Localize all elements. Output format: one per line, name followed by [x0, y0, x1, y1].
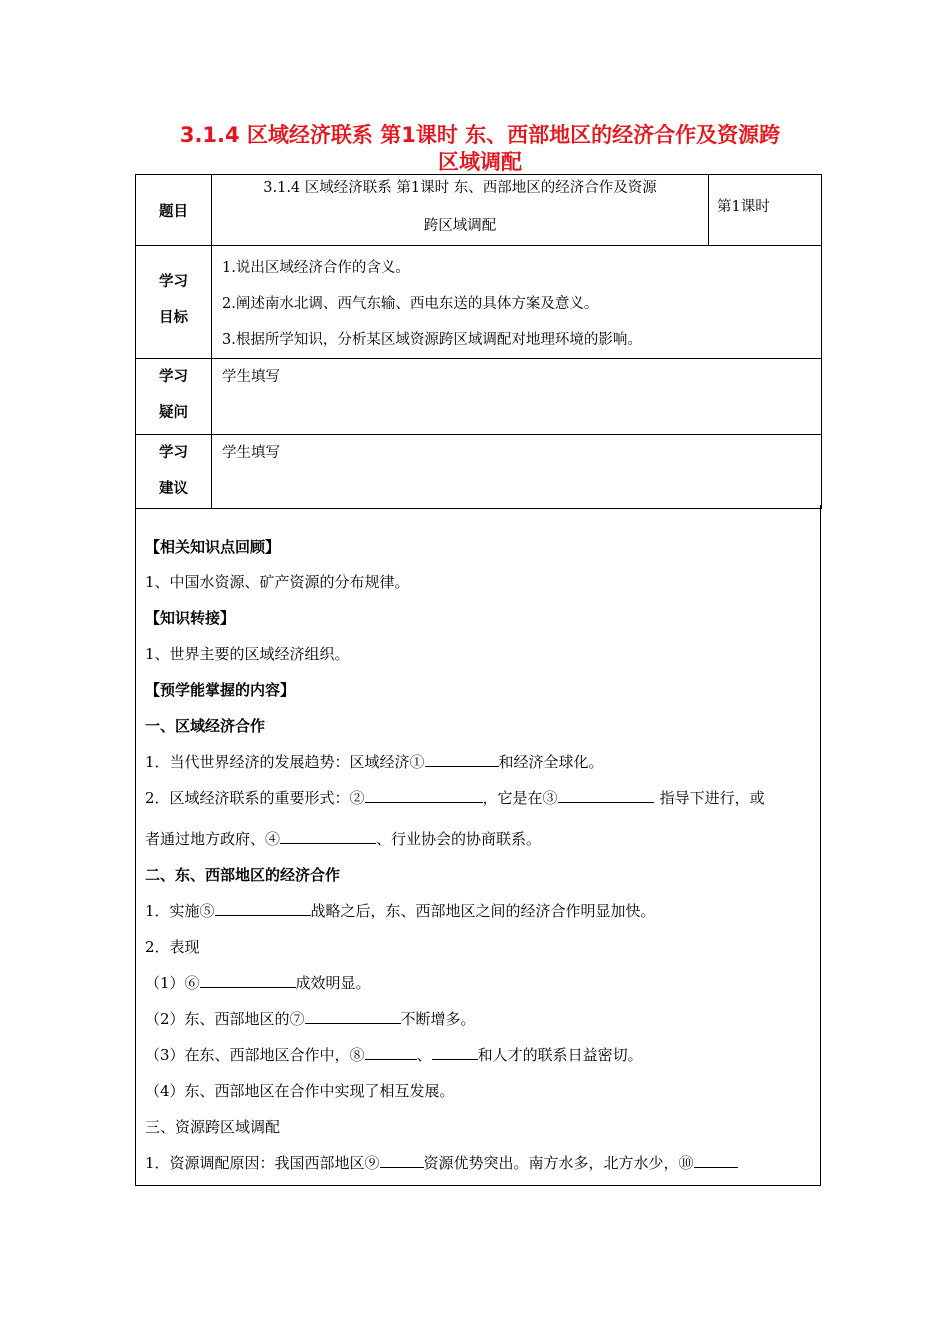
goal-label: [136, 246, 212, 359]
blank-10[interactable]: [380, 1153, 424, 1168]
goal-row: [136, 246, 822, 359]
goal-item-2: 2.阐述南水北调、西气东输、西电东送的具体方案及意义。: [222, 296, 599, 312]
blank-6[interactable]: [200, 973, 296, 988]
question-label-1: 学习: [159, 369, 188, 385]
blank-1[interactable]: [425, 752, 499, 767]
s2-item-6: （4）东、西部地区在合作中实现了相互发展。: [145, 1082, 455, 1100]
s2-item-1-text-b: 战略之后，东、西部地区之间的经济合作明显加快。: [310, 902, 656, 920]
advice-label-2: 建议: [159, 481, 188, 497]
s2-item-1: [145, 900, 656, 921]
section-1-heading: 一、区域经济合作: [145, 717, 266, 735]
topic-cell: [212, 175, 709, 246]
s1-item-3: [145, 828, 541, 849]
s3-item-1-text-b: 资源优势突出。南方水多，北方水少，⑩: [423, 1154, 694, 1172]
question-value: 学生填写: [212, 359, 822, 435]
question-label: [136, 359, 212, 435]
heading-preview: 【预学能掌握的内容】: [145, 681, 296, 699]
blank-5[interactable]: [215, 901, 311, 916]
section-3-heading: 三、资源跨区域调配: [145, 1118, 281, 1136]
review-item-1: 1、中国水资源、矿产资源的分布规律。: [145, 573, 410, 591]
s3-item-1-text-a: 1．资源调配原因：我国西部地区⑨: [145, 1154, 380, 1172]
s1-item-3-text-b: 、行业协会的协商联系。: [376, 830, 542, 848]
goal-label-1: 学习: [159, 274, 188, 290]
blank-7[interactable]: [305, 1009, 401, 1024]
heading-review: 【相关知识点回顾】: [145, 538, 281, 556]
info-table: [135, 174, 822, 509]
advice-value: 学生填写: [212, 435, 822, 509]
blank-4[interactable]: [280, 829, 376, 844]
advice-label: [136, 435, 212, 509]
s2-item-5-text-c: 和人才的联系日益密切。: [477, 1046, 643, 1064]
section-2-heading: 二、东、西部地区的经济合作: [145, 866, 341, 884]
s1-item-2-text-a: 2．区域经济联系的重要形式：②: [145, 789, 365, 807]
s2-item-5-text-b: 、: [416, 1046, 432, 1064]
question-row: [136, 359, 822, 435]
s1-item-1-text-a: 1．当代世界经济的发展趋势：区域经济①: [145, 753, 425, 771]
title-line-1: 3.1.4 区域经济联系 第1课时 东、西部地区的经济合作及资源跨: [179, 123, 781, 147]
s1-item-2-text-b: ，它是在③: [482, 789, 558, 807]
advice-label-1: 学习: [159, 445, 188, 461]
goal-item-3: 3.根据所学知识，分析某区域资源跨区域调配对地理环境的影响。: [222, 332, 642, 348]
s2-item-3-text-a: （1）⑥: [145, 974, 200, 992]
s1-item-1-text-b: 和经济全球化。: [498, 753, 604, 771]
advice-row: [136, 435, 822, 509]
s1-item-2: [145, 787, 765, 808]
title-line-2: 区域调配: [438, 150, 522, 174]
topic-line-2: 跨区域调配: [423, 218, 497, 234]
heading-transfer: 【知识转接】: [145, 609, 236, 627]
s2-item-4: [145, 1008, 476, 1029]
topic-label: 题目: [136, 175, 212, 246]
s1-item-1: [145, 751, 604, 772]
topic-line-1: 3.1.4 区域经济联系 第1课时 东、西部地区的经济合作及资源: [263, 180, 657, 196]
blank-2[interactable]: [365, 788, 483, 803]
s2-item-5: [145, 1044, 643, 1065]
blank-9[interactable]: [432, 1045, 478, 1060]
topic-row: [136, 175, 822, 246]
s1-item-2-text-c: 指导下进行，或: [659, 789, 765, 807]
period-cell: 第1课时: [709, 175, 822, 246]
goal-label-2: 目标: [159, 310, 188, 326]
blank-8[interactable]: [365, 1045, 417, 1060]
s2-item-4-text-b: 不断增多。: [400, 1010, 476, 1028]
goal-cell: [212, 246, 822, 359]
goal-item-1: 1.说出区域经济合作的含义。: [222, 260, 410, 276]
question-label-2: 疑问: [159, 405, 188, 421]
s2-item-1-text-a: 1．实施⑤: [145, 902, 215, 920]
s3-item-1: [145, 1152, 738, 1173]
s1-item-3-text-a: 者通过地方政府、④: [145, 830, 281, 848]
document-title: [120, 122, 840, 176]
s2-item-3: [145, 972, 371, 993]
s2-item-4-text-a: （2）东、西部地区的⑦: [145, 1010, 305, 1028]
blank-11[interactable]: [694, 1153, 738, 1168]
s2-item-3-text-b: 成效明显。: [295, 974, 371, 992]
s2-item-2: 2．表现: [145, 938, 200, 956]
s2-item-5-text-a: （3）在东、西部地区合作中，⑧: [145, 1046, 365, 1064]
blank-3[interactable]: [558, 788, 654, 803]
transfer-item-1: 1、世界主要的区域经济组织。: [145, 645, 350, 663]
